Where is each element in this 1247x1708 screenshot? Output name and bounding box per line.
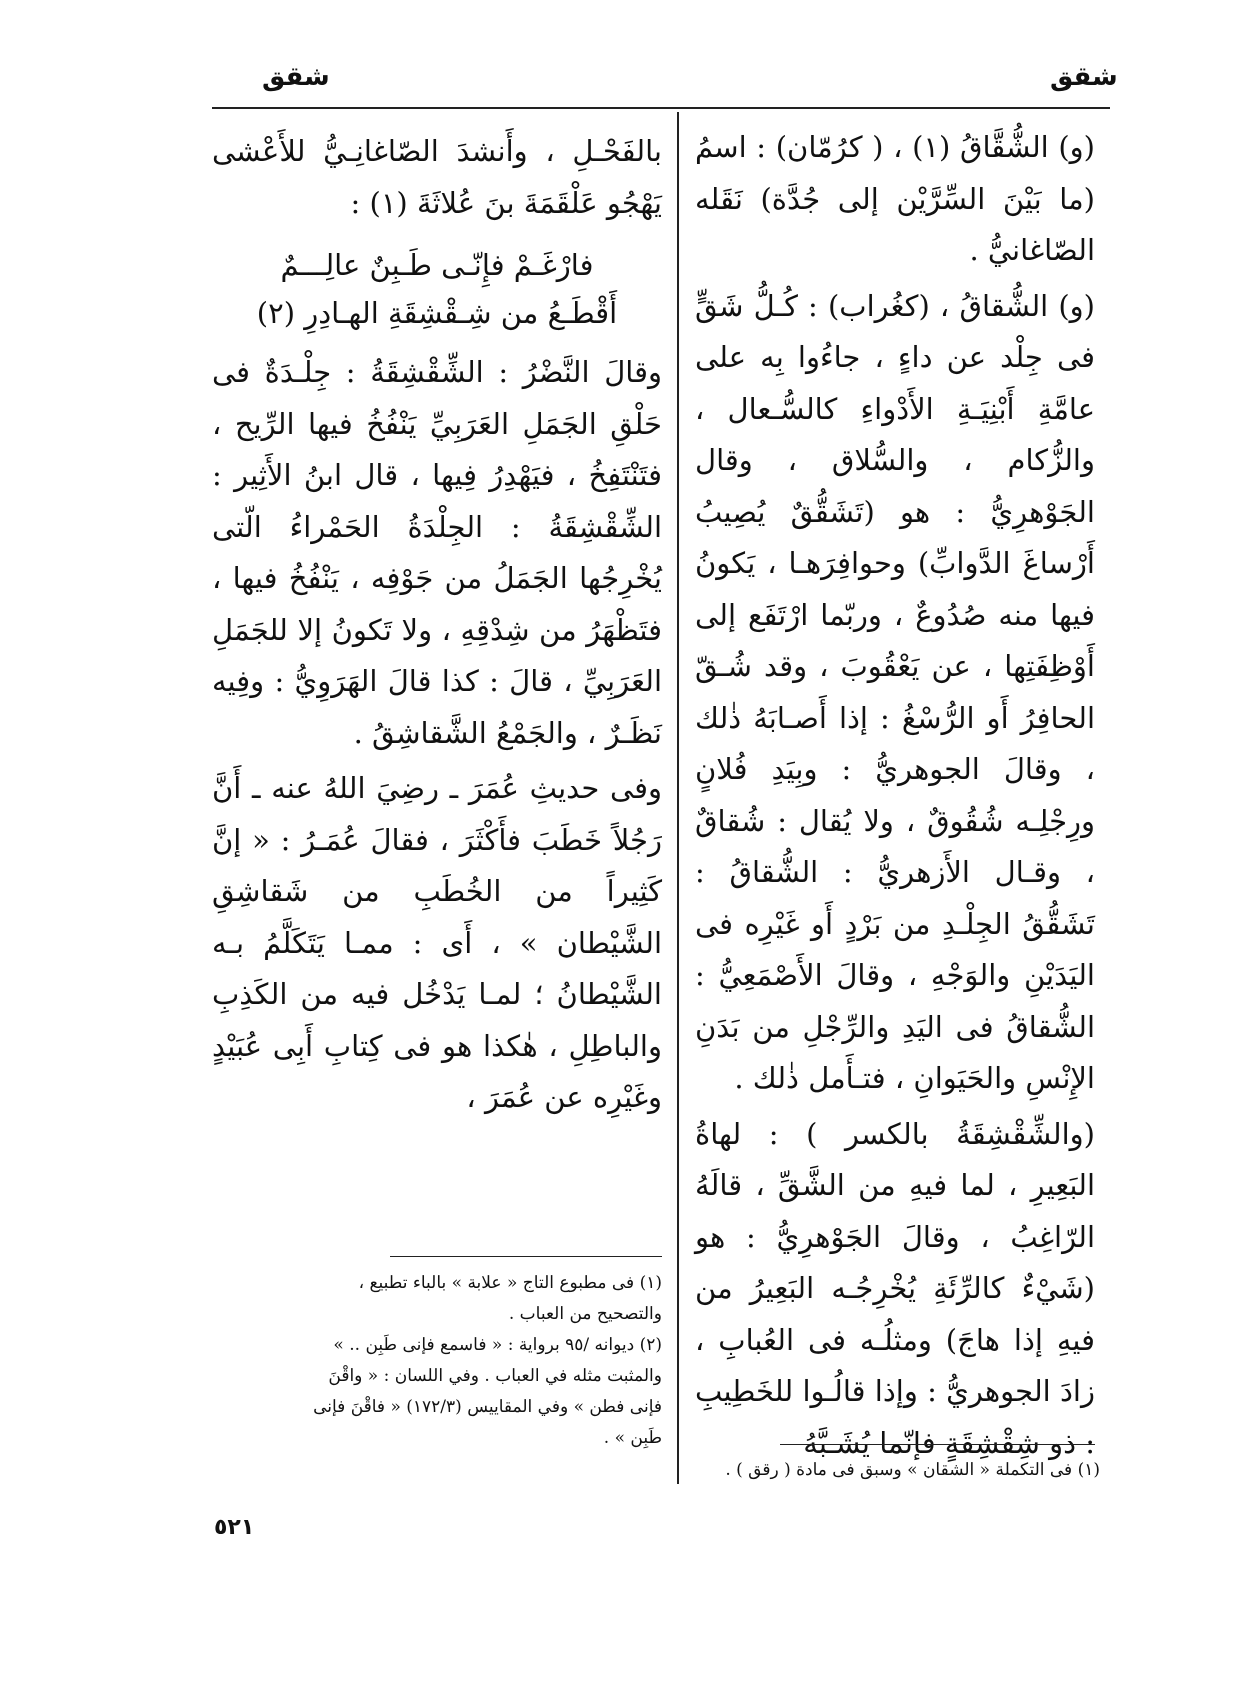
footnotes-left bbox=[312, 1268, 662, 1454]
header-rule bbox=[212, 107, 1110, 109]
poetry-verse bbox=[212, 241, 662, 337]
verse-hemistich-2: أَقْطَـعُ من شِـقْشِقَةِ الهـادِرِ (٢) bbox=[256, 296, 618, 330]
footnote: (٢) ديوانه /٩٥ برواية : « فاسمع فإنى طَبِن .. » والمثبت مثله في العباب . وفي اللسان : « واقْنَ فإنى فطن » وفي المقاييس (١٧٢/٣) « فاقْنَ فإنى طَبِن » . bbox=[313, 1335, 662, 1448]
entry-paragraph: (والشِّقْشِقَةُ بالكسر ) : لهاةُ البَعِيرِ ، لما فيهِ من الشَّقِّ ، قالَهُ الرّاغِبُ ، وقالَ الجَوْهرِيُّ : هو (شَيْءٌ كالرِّئَةِ يُخْرِجُـه البَعِيرُ من فيهِ إذا هاجَ) ومثلُـه فى العُبابِ ، زادَ الجوهريُّ : وإذا قالُـوا للخَطِيبِ : ذو شِقْشِقَةٍ فإنّما يُشَـبَّهُ bbox=[695, 1116, 1095, 1460]
entry-paragraph: (و) الشُّقَّاقُ (١) ، ( كرُمّان) : اسمُ (ما بَيْنَ السِّرَّيْن إلى جُدَّة) نَقَله الصّاغانيُّ . bbox=[695, 130, 1096, 267]
right-column bbox=[695, 122, 1096, 1460]
footnote-rule-left bbox=[390, 1256, 662, 1257]
running-head-left: شقق bbox=[262, 62, 330, 92]
page-number: ٥٢١ bbox=[214, 1515, 255, 1540]
footnote: (١) فى التكملة « الشقان » وسبق فى مادة ( رقق ) . bbox=[725, 1460, 1100, 1480]
footnote: (١) فى مطبوع التاج « علابة » بالباء تطبيع ، والتصحيح من العباب . bbox=[358, 1273, 662, 1324]
entry-paragraph: (و) الشُّقاقُ ، (كغُراب) : كُـلُّ شَقٍّ فى جِلْد عن داءٍ ، جاءُوا بِه على عامَّةِ أَبْنِيَـةِ الأَدْواءِ كالسُّـعال ، والزُّكام ، والسُّلاق ، وقال الجَوْهرِيُّ : هو (تَشَقُّقٌ يُصِيبُ أَرْساغَ الدَّوابِّ) وحوافِرَهـا ، يَكونُ فيها منه صُدُوعٌ ، وربّما ارْتَفَع إلى أَوْظِفَتِها ، عن يَعْقُوبَ ، وقد شُـقّ الحافِرُ أَو الرُّسْغُ : إذا أَصـابَهُ ذٰلك ، وقالَ الجوهريُّ : وبِيَدِ فُلانٍ ورِجْلِـه شُقُوقٌ ، ولا يُقال : شُقاقٌ ، وقـال الأَزهريُّ : الشُّقاقُ : تَشَقُّقُ الجِلْـدِ من بَرْدٍ أَو غَيْرِه فى اليَدَيْنِ والوَجْهِ ، وقالَ الأَصْمَعِيُّ : الشُّقاقُ فى اليَدِ والرِّجْلِ من بَدَنِ الإِنْسِ والحَيَوانِ ، فتـأَمل ذٰلك . bbox=[695, 288, 1095, 1095]
verse-hemistich-1: فارْغَـمْ فإِنّـى طَـبِنٌ عالِـــمٌ bbox=[280, 248, 594, 282]
footnotes-right bbox=[720, 1455, 1100, 1486]
entry-paragraph: وفى حديثِ عُمَرَ ـ رضِيَ اللهُ عنه ـ أَنَّ رَجُلاً خَطَبَ فأَكْثَرَ ، فقالَ عُمَـرُ : « إنَّ كَثِيراً من الخُطَبِ من شَقاشِقِ الشَّيْطان » ، أَى : ممـا يَتَكَلَّمُ بـه الشَّيْطانُ ؛ لمـا يَدْخُل فيه من الكَذِبِ والباطِلِ ، هٰكذا هو فى كِتابِ أَبِى عُبَيْدٍ وغَيْرِه عن عُمَرَ ، bbox=[212, 771, 662, 1114]
left-column bbox=[212, 126, 662, 1231]
entry-paragraph: بالفَحْـلِ ، وأَنشدَ الصّاغانِـيُّ للأَعْشى يَهْجُو عَلْقَمَةَ بنَ عُلاثَةَ (١) : bbox=[212, 134, 662, 220]
column-divider bbox=[677, 112, 679, 1484]
running-head-right: شقق bbox=[1050, 62, 1118, 92]
footnote-rule-right bbox=[780, 1444, 1095, 1445]
entry-paragraph: وقالَ النَّضْرُ : الشِّقْشِقَةُ : جِلْـدَةٌ فى حَلْقِ الجَمَلِ العَرَبِيِّ يَنْفُخُ فيها الرِّيح ، فتَنْتَفِخُ ، فيَهْدِرُ فِيها ، قال ابنُ الأَثِير : الشِّقْشِقَةُ : الجِلْدَةُ الحَمْراءُ الّتى يُخْرِجُها الجَمَلُ من جَوْفِه ، يَنْفُخُ فيها ، فتَظْهَرُ من شِدْقِهِ ، ولا تَكونُ إلا للجَمَلِ العَرَبِيِّ ، قالَ : كذا قالَ الهَرَوِيُّ : وفِيه نَظَـرٌ ، والجَمْعُ الشَّقاشِقُ . bbox=[212, 355, 662, 750]
